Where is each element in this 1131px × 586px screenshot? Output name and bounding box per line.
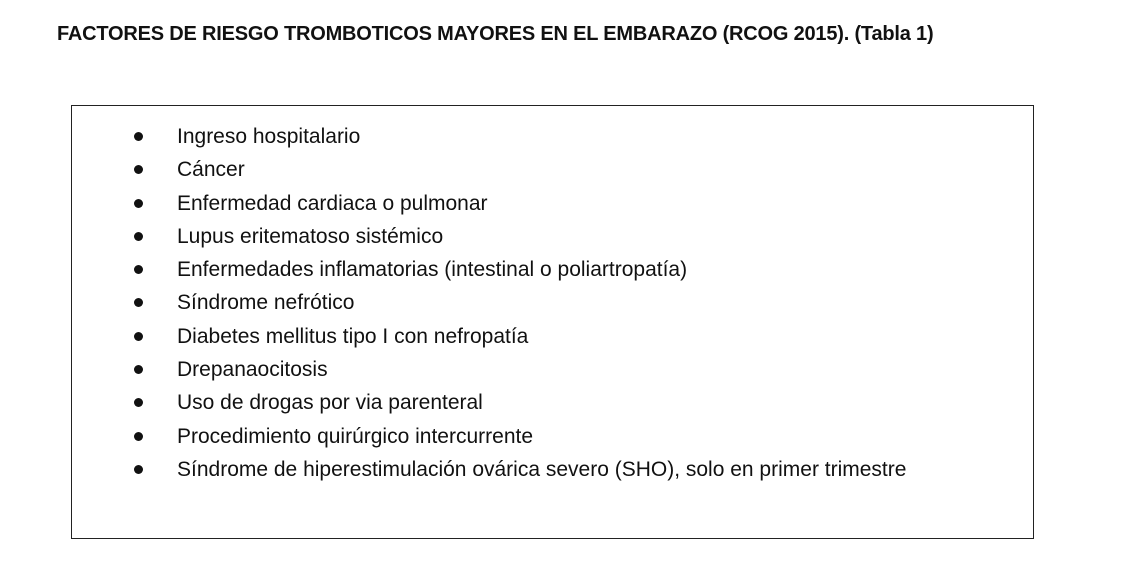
list-item [72, 187, 1033, 220]
list-item-text: Drepanaocitosis [177, 358, 328, 382]
list-item-text: Síndrome nefrótico [177, 291, 355, 315]
risk-factors-table [71, 105, 1034, 539]
list-item [72, 286, 1033, 319]
list-item [72, 320, 1033, 353]
list-item [72, 420, 1033, 453]
bullet-icon [134, 265, 143, 274]
list-item [72, 220, 1033, 253]
list-item-text: Diabetes mellitus tipo I con nefropatía [177, 324, 529, 348]
bullet-icon [134, 232, 143, 241]
list-item [72, 353, 1033, 386]
bullet-icon [134, 365, 143, 374]
bullet-icon [134, 132, 143, 141]
list-item [72, 453, 1033, 486]
bullet-icon [134, 432, 143, 441]
list-item-text: Lupus eritematoso sistémico [177, 224, 444, 248]
list-item [72, 153, 1033, 186]
list-item [72, 120, 1033, 153]
bullet-icon [134, 398, 143, 407]
list-item-text: Ingreso hospitalario [177, 125, 361, 148]
list-item-text: Cáncer [177, 158, 245, 182]
bullet-icon [134, 199, 143, 208]
risk-factors-list [72, 120, 1033, 486]
list-item-text: Enfermedad cardiaca o pulmonar [177, 191, 488, 215]
list-item-text: Procedimiento quirúrgico intercurrente [177, 424, 534, 448]
bullet-icon [134, 298, 143, 307]
list-item [72, 253, 1033, 286]
bullet-icon [134, 332, 143, 341]
list-item-text: Enfermedades inflamatorias (intestinal o poliartropatía) [177, 258, 688, 282]
document-title: FACTORES DE RIESGO TROMBOTICOS MAYORES EN EL EMBARAZO (RCOG 2015). (Tabla 1) [57, 23, 934, 45]
bullet-icon [134, 165, 143, 174]
list-item-text: Síndrome de hiperestimulación ovárica severo (SHO), solo en primer trimestre [177, 457, 907, 481]
bullet-icon [134, 465, 143, 474]
list-item [72, 386, 1033, 419]
list-item-text: Uso de drogas por via parenteral [177, 391, 483, 415]
